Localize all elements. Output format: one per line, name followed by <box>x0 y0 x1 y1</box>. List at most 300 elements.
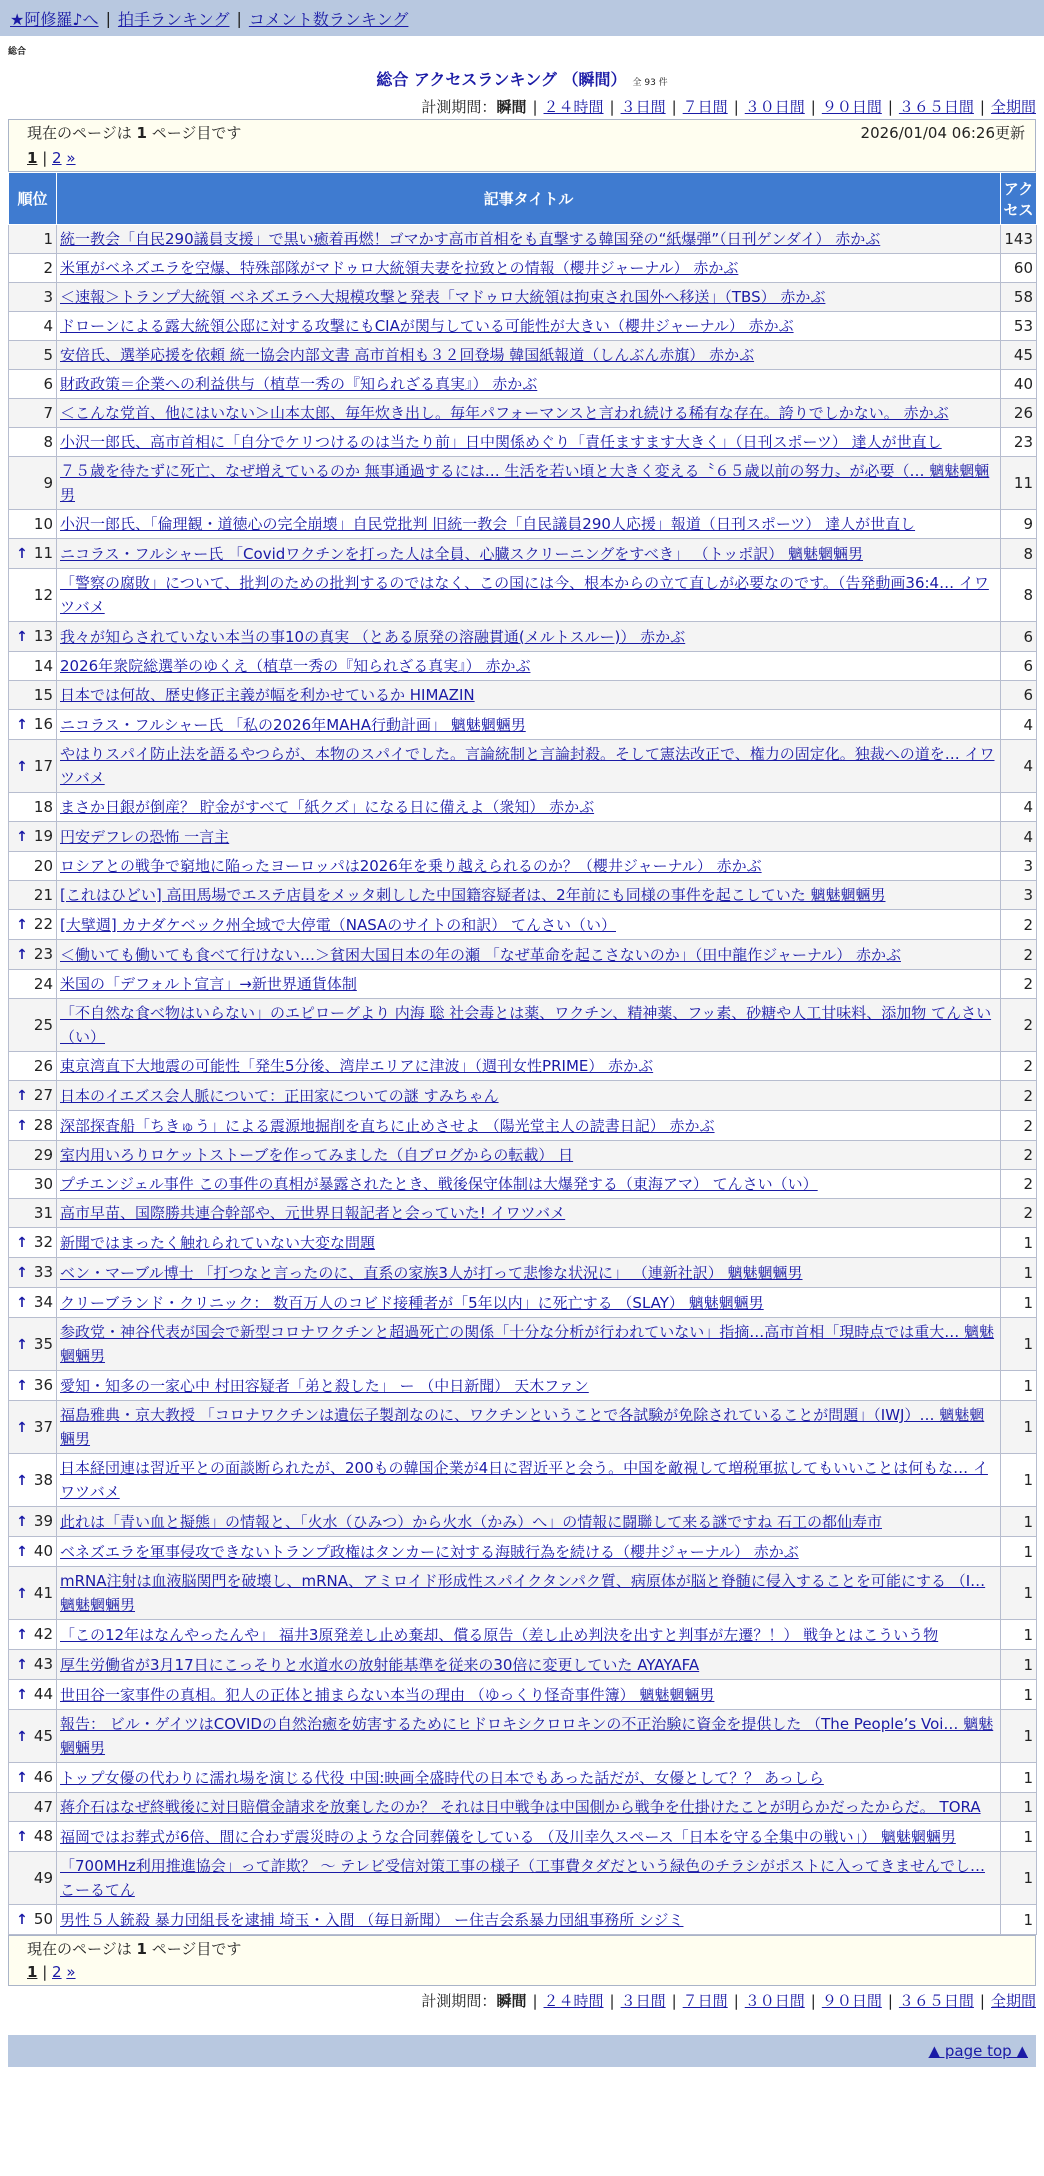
article-link[interactable]: 財政政策＝企業への利益供与（植草一秀の『知られざる真実』） 赤かぶ <box>60 375 538 393</box>
rank-cell <box>9 1710 57 1763</box>
article-link[interactable]: クリーブランド・クリニック： 数百万人のコビド接種者が「5年以内」に死亡する （SLAY） 魑魅魍魎男 <box>60 1293 764 1312</box>
article-link[interactable]: 「700MHz利用推進協会」って詐欺？ 〜 テレビ受信対策工事の様子（工事費タダだという緑色のチラシがポストに入ってきませんでし… こーるてん <box>60 1857 985 1899</box>
period-separator: | <box>609 98 615 116</box>
table-row <box>9 1371 1037 1401</box>
access-count: 45 <box>1001 341 1037 370</box>
top-nav-bar <box>0 0 1044 36</box>
rank-cell <box>9 1567 57 1620</box>
page-top-link[interactable]: ▲ page top ▲ <box>928 2042 1028 2060</box>
period-separator: | <box>810 1992 816 2010</box>
period-option[interactable]: 全期間 <box>990 98 1036 116</box>
next-page-link[interactable]: » <box>66 1963 76 1981</box>
table-row <box>9 622 1037 652</box>
article-link[interactable]: まさか日銀が倒産？ 貯金がすべて「紙クズ」になる日に備えよ（衆知） 赤かぶ <box>60 798 595 816</box>
rank-up-arrow-icon: ↑ <box>16 1544 28 1560</box>
title-cell <box>57 1258 1001 1288</box>
rank-number: 8 <box>43 433 53 451</box>
period-selector <box>0 96 1044 117</box>
access-count: 2 <box>1001 910 1037 940</box>
title-cell <box>57 225 1001 254</box>
access-count: 1 <box>1001 1620 1037 1650</box>
applause-ranking-link[interactable]: 拍手ランキング <box>117 9 230 29</box>
rank-cell <box>9 822 57 852</box>
updated-timestamp: 2026/01/04 06:26更新 <box>860 124 1025 142</box>
article-link[interactable]: 2026年衆院総選挙のゆくえ（植草一秀の『知られざる真実』） 赤かぶ <box>60 657 531 675</box>
table-row <box>9 681 1037 710</box>
ranking-table <box>8 172 1037 1935</box>
table-row <box>9 1852 1037 1905</box>
title-cell <box>57 1401 1001 1454</box>
article-link[interactable]: 世田谷一家事件の真相。犯人の正体と捕まらない本当の理由 （ゆっくり怪奇事件簿） 魑魅魍魎男 <box>60 1685 715 1704</box>
rank-cell <box>9 999 57 1052</box>
access-count: 1 <box>1001 1852 1037 1905</box>
period-option[interactable]: ９０日間 <box>821 1992 882 2010</box>
article-link[interactable]: 男性５人銃殺 暴力団組長を逮捕 埼玉・入間 （毎日新聞） ー住吉会系暴力団組事務所 シジミ <box>60 1910 684 1929</box>
article-link[interactable]: 小沢一郎氏、「倫理観・道徳心の完全崩壊」自民党批判 旧統一教会「自民議員290人応援」報道（日刊スポーツ） 達人が世直し <box>60 515 916 533</box>
rank-up-arrow-icon: ↑ <box>16 1912 28 1928</box>
title-cell <box>57 370 1001 399</box>
article-link[interactable]: ドローンによる露大統領公邸に対する攻撃にもCIAが関与している可能性が大きい（櫻井ジャーナル） 赤かぶ <box>60 317 794 335</box>
access-count: 2 <box>1001 1081 1037 1111</box>
page-1-current: 1 <box>27 149 38 167</box>
access-count: 4 <box>1001 710 1037 740</box>
table-row <box>9 1288 1037 1318</box>
table-row <box>9 1620 1037 1650</box>
table-row <box>9 1052 1037 1081</box>
access-count: 6 <box>1001 652 1037 681</box>
article-link[interactable]: 円安デフレの恐怖 一言主 <box>60 827 230 846</box>
rank-cell <box>9 1650 57 1680</box>
rank-up-arrow-icon: ↑ <box>16 717 28 733</box>
access-count: 1 <box>1001 1288 1037 1318</box>
rank-up-arrow-icon: ↑ <box>16 1687 28 1703</box>
title-cell <box>57 1650 1001 1680</box>
article-link[interactable]: ニコラス・フルシャー氏 「Covidワクチンを打った人は全員、心臓スクリーニングをすべき」 （トッポ訳） 魑魅魍魎男 <box>60 544 864 563</box>
rank-up-arrow-icon: ↑ <box>16 1829 28 1845</box>
title-cell <box>57 283 1001 312</box>
access-count: 1 <box>1001 1710 1037 1763</box>
rank-cell <box>9 652 57 681</box>
title-cell <box>57 1822 1001 1852</box>
rank-cell <box>9 1905 57 1935</box>
article-link[interactable]: トップ女優の代わりに濡れ場を演じる代役 中国:映画全盛時代の日本でもあった話だが、女優として？？ あっしら <box>60 1768 824 1787</box>
rank-cell <box>9 428 57 457</box>
access-count: 1 <box>1001 1537 1037 1567</box>
title-cell <box>57 822 1001 852</box>
rank-cell <box>9 681 57 710</box>
title-cell <box>57 681 1001 710</box>
rank-cell <box>9 1680 57 1710</box>
period-option[interactable]: 全期間 <box>990 1992 1036 2010</box>
access-count: 2 <box>1001 999 1037 1052</box>
rank-number: 38 <box>33 1470 53 1489</box>
table-row <box>9 225 1037 254</box>
table-row <box>9 740 1037 793</box>
period-separator: | <box>671 98 677 116</box>
rank-number: 6 <box>43 375 53 393</box>
rank-number: 17 <box>33 756 53 775</box>
access-count: 1 <box>1001 1567 1037 1620</box>
rank-cell <box>9 510 57 539</box>
rank-cell <box>9 569 57 622</box>
rank-cell <box>9 254 57 283</box>
page-title-line <box>0 67 1044 90</box>
rank-up-arrow-icon: ↑ <box>16 1627 28 1643</box>
rank-number: 11 <box>33 544 53 562</box>
article-link[interactable]: 小沢一郎氏、高市首相に「自分でケリつけるのは当たり前」日中関係めぐり「責任ますます大きく」（日刊スポーツ） 達人が世直し <box>60 433 942 451</box>
nav-separator: | <box>105 8 111 28</box>
table-row <box>9 1199 1037 1228</box>
rank-number: 26 <box>33 1057 53 1075</box>
table-row <box>9 852 1037 881</box>
rank-cell <box>9 1111 57 1141</box>
rank-number: 10 <box>33 515 53 533</box>
period-option[interactable]: ３日間 <box>620 98 666 116</box>
table-row <box>9 1537 1037 1567</box>
access-count: 2 <box>1001 940 1037 970</box>
article-link[interactable]: 愛知・知多の一家心中 村田容疑者「弟と殺した」 ー （中日新聞） 天木ファン <box>60 1376 589 1395</box>
access-count: 2 <box>1001 1141 1037 1170</box>
article-link[interactable]: 高市早苗、国際勝共連合幹部や、元世界日報記者と会っていた! イワツバメ <box>60 1204 566 1222</box>
period-separator: | <box>532 98 538 116</box>
title-cell <box>57 1793 1001 1822</box>
article-link[interactable]: ベネズエラを軍事侵攻できないトランプ政権はタンカーに対する海賊行為を続ける（櫻井ジャーナル） 赤かぶ <box>60 1542 799 1561</box>
rank-number: 49 <box>33 1869 53 1887</box>
title-cell <box>57 1228 1001 1258</box>
rank-number: 45 <box>33 1726 53 1745</box>
page-info-box <box>8 119 1036 172</box>
footer-bar <box>8 2035 1036 2067</box>
access-count: 60 <box>1001 254 1037 283</box>
rank-number: 50 <box>33 1910 53 1928</box>
access-count: 40 <box>1001 370 1037 399</box>
article-link[interactable]: 報告： ビル・ゲイツはCOVIDの自然治癒を妨害するためにヒドロキシクロロキンの不正治験に資金を提供した （The People’s Voi… 魑魅魍魎男 <box>60 1715 994 1757</box>
article-link[interactable]: 室内用いろりロケットストーブを作ってみました（自ブログからの転載） 日 <box>60 1146 574 1164</box>
access-count: 1 <box>1001 1763 1037 1793</box>
access-count: 2 <box>1001 1170 1037 1199</box>
rank-cell <box>9 1199 57 1228</box>
rank-up-arrow-icon: ↑ <box>16 1728 28 1745</box>
rank-cell <box>9 1537 57 1567</box>
access-count: 1 <box>1001 1650 1037 1680</box>
period-option[interactable]: ７日間 <box>682 98 728 116</box>
rank-cell <box>9 852 57 881</box>
rank-number: 1 <box>43 230 53 248</box>
table-row <box>9 970 1037 999</box>
access-count: 2 <box>1001 1111 1037 1141</box>
table-row <box>9 940 1037 970</box>
access-count: 4 <box>1001 793 1037 822</box>
period-option[interactable]: ３０日間 <box>744 1992 805 2010</box>
rank-number: 27 <box>33 1086 53 1104</box>
period-label: 計測期間： <box>421 1992 497 2010</box>
title-cell <box>57 1852 1001 1905</box>
title-cell <box>57 1680 1001 1710</box>
page-2-link[interactable]: 2 <box>52 149 62 167</box>
rank-cell <box>9 793 57 822</box>
article-link[interactable]: 我々が知らされていない本当の事10の真実 （とある原発の溶融貫通(メルトスルー)） 赤かぶ <box>60 627 686 646</box>
article-link[interactable]: 福岡ではお葬式が6倍、間に合わず震災時のような合同葬儀をしている （及川幸久スペース「日本を守る全集中の戦い」） 魑魅魍魎男 <box>60 1827 956 1846</box>
access-count: 1 <box>1001 1401 1037 1454</box>
table-row <box>9 1905 1037 1935</box>
article-link[interactable]: プチエンジェル事件 この事件の真相が暴露されたとき、戦後保守体制は大爆発する（東海アマ） てんさい（い） <box>60 1175 818 1193</box>
title-cell <box>57 1170 1001 1199</box>
article-link[interactable]: ７５歳を待たずに死亡、なぜ増えているのか 無事通過するには… 生活を若い頃と大きく変える〝６５歳以前の努力〟が必要（… 魑魅魍魎男 <box>60 462 990 504</box>
rank-cell <box>9 940 57 970</box>
period-option[interactable]: ２４時間 <box>543 1992 604 2010</box>
access-count: 2 <box>1001 1052 1037 1081</box>
access-count: 58 <box>1001 283 1037 312</box>
title-cell <box>57 740 1001 793</box>
period-option[interactable]: ３６５日間 <box>898 98 974 116</box>
access-count: 1 <box>1001 1258 1037 1288</box>
rank-up-arrow-icon: ↑ <box>16 758 28 775</box>
rank-number: 22 <box>33 915 53 933</box>
period-option: 瞬間 <box>496 1992 527 2010</box>
title-cell <box>57 999 1001 1052</box>
period-separator: | <box>532 1992 538 2010</box>
page-2-link[interactable]: 2 <box>52 1963 62 1981</box>
table-row <box>9 1318 1037 1371</box>
rank-number: 4 <box>43 317 53 335</box>
rank-number: 43 <box>33 1655 53 1673</box>
period-option[interactable]: ２４時間 <box>543 98 604 116</box>
article-link[interactable]: 安倍氏、選挙応援を依頼 統一協会内部文書 高市首相も３２回登場 韓国紙報道（しんぶん赤旗） 赤かぶ <box>60 346 755 364</box>
current-page-text-bottom: 現在のページは 1 ページ目です <box>27 1940 242 1958</box>
rank-cell <box>9 970 57 999</box>
article-link[interactable]: やはりスパイ防止法を語るやつらが、本物のスパイでした。言論統制と言論封殺。そして憲法改正で、権力の固定化。独裁への道を… イワツバメ <box>60 745 995 787</box>
rank-number: 40 <box>33 1542 53 1560</box>
period-separator: | <box>609 1992 615 2010</box>
rank-number: 9 <box>43 474 53 492</box>
rank-number: 35 <box>33 1334 53 1353</box>
article-link[interactable]: 米国の「デフォルト宣言」→新世界通貨体制 <box>60 975 357 993</box>
access-count: 1 <box>1001 1507 1037 1537</box>
title-cell <box>57 1507 1001 1537</box>
period-option[interactable]: ３日間 <box>620 1992 666 2010</box>
article-link[interactable]: 「不自然な食べ物はいらない」のエピローグより 内海 聡 社会毒とは薬、ワクチン、精神薬、フッ素、砂糖や人工甘味料、添加物 てんさい（い） <box>60 1004 992 1046</box>
rank-cell <box>9 1852 57 1905</box>
page-info-box-bottom <box>8 1935 1036 1986</box>
title-cell <box>57 1199 1001 1228</box>
pagination-bottom: 1 | 2 » <box>27 1963 76 1981</box>
access-count: 1 <box>1001 1454 1037 1507</box>
rank-number: 39 <box>33 1512 53 1530</box>
access-count: 3 <box>1001 852 1037 881</box>
table-row <box>9 428 1037 457</box>
title-cell <box>57 1454 1001 1507</box>
rank-cell <box>9 881 57 910</box>
title-cell <box>57 1288 1001 1318</box>
article-link[interactable]: ロシアとの戦争で窮地に陥ったヨーロッパは2026年を乗り越えられるのか？（櫻井ジャーナル） 赤かぶ <box>60 857 762 875</box>
rank-cell <box>9 1288 57 1318</box>
period-separator: | <box>671 1992 677 2010</box>
title-cell <box>57 1710 1001 1763</box>
page-title: 総合 アクセスランキング （瞬間） <box>376 70 627 89</box>
rank-cell <box>9 341 57 370</box>
rank-number: 5 <box>43 346 53 364</box>
access-count: 6 <box>1001 622 1037 652</box>
article-link[interactable]: 「この12年はなんやったんや」 福井3原発差し止め棄却、償る原告（差し止め判決を出すと判事が左遷？！） 戦争とはこういう物 <box>60 1625 939 1644</box>
article-link[interactable]: 日本経団連は習近平との面談断られたが、200もの韓国企業が4日に習近平と会う。中国を敵視して増税軍拡してもいいことは何もな… イワツバメ <box>60 1459 988 1501</box>
article-link[interactable]: mRNA注射は血液脳関門を破壊し、mRNA、アミロイド形成性スパイクタンパク質、病原体が脳と脊髄に侵入することを可能にする （I… 魑魅魍魎男 <box>60 1572 986 1614</box>
rank-cell <box>9 1228 57 1258</box>
access-count: 26 <box>1001 399 1037 428</box>
rank-number: 48 <box>33 1827 53 1845</box>
rank-number: 37 <box>33 1417 53 1436</box>
rank-number: 41 <box>33 1583 53 1602</box>
title-cell <box>57 881 1001 910</box>
comment-ranking-link[interactable]: コメント数ランキング <box>248 9 409 29</box>
category-label: 総合 <box>8 47 27 57</box>
access-count: 8 <box>1001 569 1037 622</box>
access-count: 1 <box>1001 1371 1037 1401</box>
access-count: 4 <box>1001 822 1037 852</box>
article-link[interactable]: ＜速報＞トランプ大統領 ベネズエラへ大規模攻撃と発表「マドゥロ大統領は拘束され国外へ移送」（TBS） 赤かぶ <box>60 288 826 306</box>
period-option[interactable]: ９０日間 <box>821 98 882 116</box>
table-row <box>9 254 1037 283</box>
article-link[interactable]: ベン・マーブル博士 「打つなと言ったのに、直系の家族3人が打って悲惨な状況に」 （連新社訳） 魑魅魍魎男 <box>60 1263 803 1282</box>
rank-cell <box>9 539 57 569</box>
period-option[interactable]: ３０日間 <box>744 98 805 116</box>
title-cell <box>57 1052 1001 1081</box>
rank-up-arrow-icon: ↑ <box>16 1514 28 1530</box>
rank-cell <box>9 225 57 254</box>
article-link[interactable]: 厚生労働省が3月17日にこっそりと水道水の放射能基準を従来の30倍に変更していた AYAYAFA <box>60 1655 700 1674</box>
access-count: 1 <box>1001 1905 1037 1935</box>
title-cell <box>57 341 1001 370</box>
period-separator: | <box>887 1992 893 2010</box>
title-cell <box>57 428 1001 457</box>
rank-cell <box>9 1822 57 1852</box>
table-row <box>9 312 1037 341</box>
rank-number: 21 <box>33 886 53 904</box>
rank-up-arrow-icon: ↑ <box>16 947 28 963</box>
rank-cell <box>9 370 57 399</box>
article-link[interactable]: ニコラス・フルシャー氏 「私の2026年MAHA行動計画」 魑魅魍魎男 <box>60 715 526 734</box>
rank-cell <box>9 622 57 652</box>
article-link[interactable]: 福島雅典・京大教授 「コロナワクチンは遺伝子製剤なのに、ワクチンということで各試験が免除されていることが問題」（IWJ）… 魑魅魍魎男 <box>60 1406 985 1448</box>
table-row <box>9 1507 1037 1537</box>
title-cell <box>57 1371 1001 1401</box>
col-header-access: アクセス <box>1001 173 1037 225</box>
access-count: 1 <box>1001 1793 1037 1822</box>
rank-cell <box>9 1258 57 1288</box>
article-link[interactable]: 蒋介石はなぜ終戦後に対日賠償金請求を放棄したのか？ それは日中戦争は中国側から戦争を仕掛けたことが明らかだったからだ。 TORA <box>60 1798 981 1816</box>
table-row <box>9 1111 1037 1141</box>
home-link[interactable]: ★阿修羅♪へ <box>10 9 99 29</box>
title-cell <box>57 457 1001 510</box>
rank-up-arrow-icon: ↑ <box>16 1770 28 1786</box>
rank-number: 29 <box>33 1146 53 1164</box>
next-page-link[interactable]: » <box>66 149 76 167</box>
rank-number: 32 <box>33 1233 53 1251</box>
rank-up-arrow-icon: ↑ <box>16 1088 28 1104</box>
access-count: 143 <box>1001 225 1037 254</box>
col-header-title: 記事タイトル <box>57 173 1001 225</box>
article-link[interactable]: 東京湾直下大地震の可能性「発生5分後、湾岸エリアに津波」（週刊女性PRIME） 赤かぶ <box>60 1057 654 1075</box>
title-cell <box>57 1141 1001 1170</box>
rank-cell <box>9 457 57 510</box>
article-link[interactable]: 「警察の腐敗」について、批判のための批判するのではなく、この国には今、根本からの立て直しが必要なのです。（告発動画36:4… イワツバメ <box>60 574 989 616</box>
rank-up-arrow-icon: ↑ <box>16 1419 28 1436</box>
table-row <box>9 1763 1037 1793</box>
article-link[interactable]: 参政党・神谷代表が国会で新型コロナワクチンと超過死亡の関係「十分な分析が行われていない」指摘…高市首相「現時点では重大… 魑魅魍魎男 <box>60 1323 995 1365</box>
article-link[interactable]: ＜働いても働いても食べて行けない…＞貧困大国日本の年の瀬 「なぜ革命を起こさないのか」（田中龍作ジャーナル） 赤かぶ <box>60 945 901 964</box>
rank-number: 19 <box>33 827 53 845</box>
rank-number: 15 <box>33 686 53 704</box>
article-link[interactable]: [これはひどい] 高田馬場でエステ店員をメッタ刺しした中国籍容疑者は、2年前にも同様の事件を起こしていた 魑魅魍魎男 <box>60 886 886 904</box>
article-link[interactable]: ＜こんな党首、他にはいない＞山本太郎、毎年炊き出し。毎年パフォーマンスと言われ続ける稀有な存在。誇りでしかない。 赤かぶ <box>60 404 949 422</box>
period-separator: | <box>733 98 739 116</box>
table-row <box>9 881 1037 910</box>
item-count: 全 93 件 <box>632 78 668 88</box>
access-count: 1 <box>1001 1228 1037 1258</box>
article-link[interactable]: 新聞ではまったく触れられていない大変な問題 <box>60 1233 376 1252</box>
access-count: 2 <box>1001 970 1037 999</box>
rank-number: 33 <box>33 1263 53 1281</box>
rank-cell <box>9 1081 57 1111</box>
title-cell <box>57 710 1001 740</box>
period-separator: | <box>810 98 816 116</box>
rank-number: 23 <box>33 945 53 963</box>
rank-cell <box>9 1318 57 1371</box>
rank-up-arrow-icon: ↑ <box>16 546 28 562</box>
rank-cell <box>9 910 57 940</box>
article-link[interactable]: 日本では何故、歴史修正主義が幅を利かせているか HIMAZIN <box>60 686 475 704</box>
rank-number: 24 <box>33 975 53 993</box>
rank-up-arrow-icon: ↑ <box>16 1118 28 1134</box>
rank-up-arrow-icon: ↑ <box>16 1378 28 1394</box>
title-cell <box>57 312 1001 341</box>
rank-cell <box>9 1141 57 1170</box>
rank-cell <box>9 399 57 428</box>
article-link[interactable]: [大擘週] カナダケベック州全域で大停電（NASAのサイトの和訳） てんさい（い） <box>60 915 616 934</box>
table-row <box>9 910 1037 940</box>
access-count: 4 <box>1001 740 1037 793</box>
rank-number: 3 <box>43 288 53 306</box>
article-link[interactable]: 深部探査船「ちきゅう」による震源地掘削を直ちに止めさせよ （陽光堂主人の読書日記） 赤かぶ <box>60 1116 715 1135</box>
title-cell <box>57 569 1001 622</box>
article-link[interactable]: 此れは「青い血と擬態」の情報と、「火水（ひみつ）から火水（かみ）へ」の情報に闘聯して来る謎ですね 石工の都仙寿市 <box>60 1512 882 1531</box>
table-row <box>9 283 1037 312</box>
rank-up-arrow-icon: ↑ <box>16 1265 28 1281</box>
table-row <box>9 793 1037 822</box>
article-link[interactable]: 統一教会「自民290議員支援」で黒い癒着再燃！ゴマかす高市首相をも直撃する韓国発の“紙爆弾”（日刊ゲンダイ） 赤かぶ <box>60 230 881 248</box>
rank-number: 42 <box>33 1625 53 1643</box>
rank-number: 7 <box>43 404 53 422</box>
period-label: 計測期間： <box>421 98 497 116</box>
rank-cell <box>9 1401 57 1454</box>
table-row <box>9 1170 1037 1199</box>
table-row <box>9 1650 1037 1680</box>
rank-cell <box>9 740 57 793</box>
article-link[interactable]: 米軍がベネズエラを空爆、特殊部隊がマドゥロ大統領夫妻を拉致との情報（櫻井ジャーナル） 赤かぶ <box>60 259 739 277</box>
col-header-rank: 順位 <box>9 173 57 225</box>
table-row <box>9 1710 1037 1763</box>
rank-number: 12 <box>33 586 53 604</box>
article-link[interactable]: 日本のイエズス会人脈について：正田家についての謎 すみちゃん <box>60 1086 499 1105</box>
title-cell <box>57 254 1001 283</box>
period-option[interactable]: ３６５日間 <box>898 1992 974 2010</box>
rank-number: 28 <box>33 1116 53 1134</box>
table-row <box>9 1081 1037 1111</box>
table-row <box>9 370 1037 399</box>
title-cell <box>57 793 1001 822</box>
rank-number: 2 <box>43 259 53 277</box>
period-option[interactable]: ７日間 <box>682 1992 728 2010</box>
rank-up-arrow-icon: ↑ <box>16 1657 28 1673</box>
